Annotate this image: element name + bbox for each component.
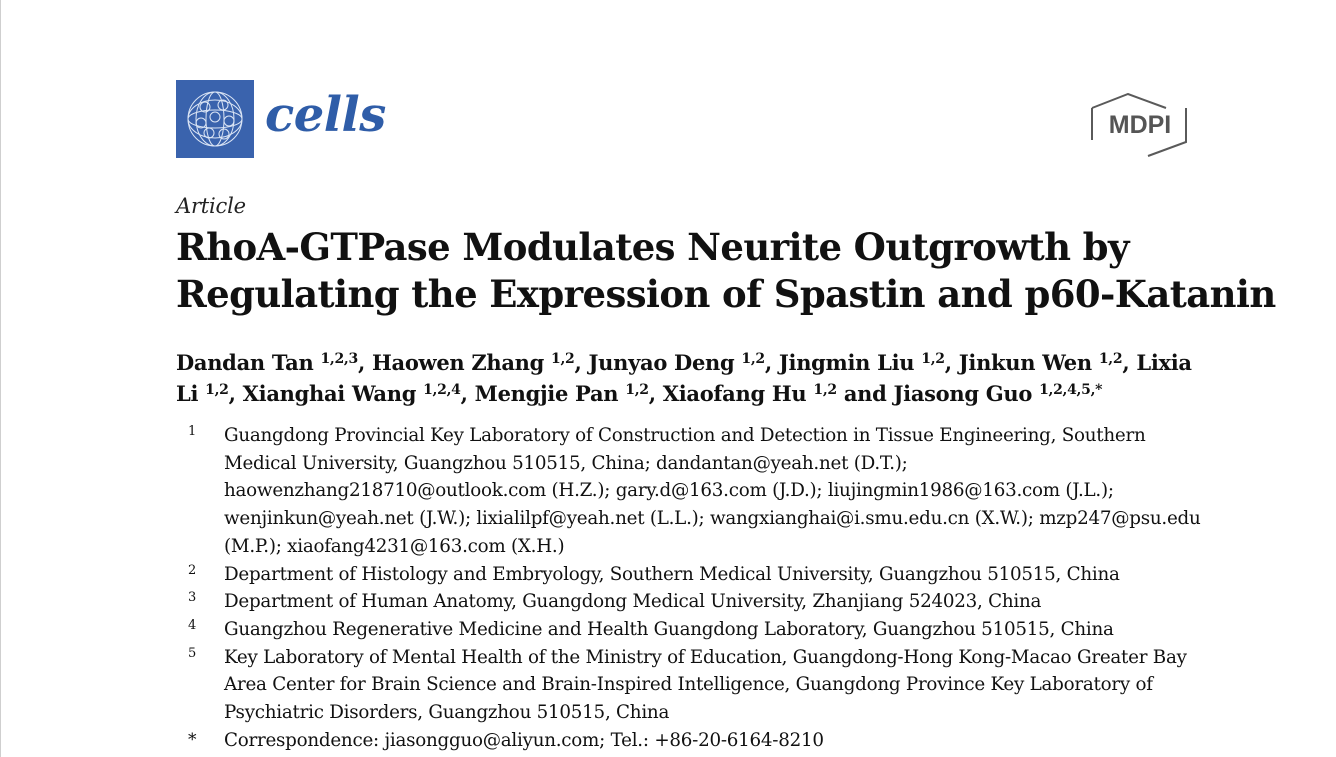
author-name[interactable]: Junyao Deng xyxy=(588,350,735,375)
journal-name: cells xyxy=(265,87,386,143)
page-edge xyxy=(0,0,1,757)
author-separator: and xyxy=(836,381,894,406)
affiliation-marker: 4 xyxy=(188,617,197,633)
author-name[interactable]: Mengjie Pan xyxy=(474,381,619,406)
affiliation-marker: * xyxy=(188,729,197,750)
author-affiliation-marker: 1,2 xyxy=(741,351,765,367)
author-list xyxy=(176,347,1246,409)
affiliation-marker: 1 xyxy=(188,424,197,439)
author-separator: , xyxy=(1122,350,1137,375)
author-separator: , xyxy=(357,350,372,375)
author-name[interactable]: Xiaofang Hu xyxy=(662,381,807,406)
author-separator: , xyxy=(944,350,959,375)
affiliation-item xyxy=(176,644,1216,727)
author-name[interactable]: Jiasong Guo xyxy=(893,381,1033,406)
author-separator: , xyxy=(764,350,779,375)
affiliation-marker: 3 xyxy=(188,590,197,606)
affiliation-text: Correspondence: jiasongguo@aliyun.com; Tel.: +86-20-6164-8210 xyxy=(224,729,824,751)
author-name[interactable]: Dandan Tan xyxy=(176,350,314,375)
author-affiliation-marker: 1,2,3 xyxy=(320,351,358,367)
author-affiliation-marker: 1,2,4 xyxy=(423,382,461,398)
article-title: RhoA-GTPase Modulates Neurite Outgrowth by Regulating the Expression of Spastin and p60-Katanin xyxy=(176,225,1276,316)
author-affiliation-marker: 1,2 xyxy=(205,382,229,398)
affiliation-item xyxy=(176,561,1216,589)
affiliation-item xyxy=(176,616,1216,644)
author-name[interactable]: Xianghai Wang xyxy=(242,381,417,406)
author-affiliation-marker: 1,2,4,5,* xyxy=(1039,382,1103,398)
author-name[interactable]: Lixia Li xyxy=(176,350,1192,406)
cell-sphere-icon xyxy=(176,80,254,158)
author-separator: , xyxy=(648,381,663,406)
affiliation-text: Department of Human Anatomy, Guangdong Medical University, Zhanjiang 524023, China xyxy=(224,591,1042,613)
affiliation-item xyxy=(176,422,1216,561)
affiliation-list xyxy=(176,422,1216,754)
author-affiliation-marker: 1,2 xyxy=(921,351,945,367)
author-separator: , xyxy=(460,381,475,406)
author-name[interactable]: Haowen Zhang xyxy=(371,350,545,375)
affiliation-text: Guangdong Provincial Key Laboratory of Construction and Detection in Tissue Engineering, Southern Medical University, Guangzhou 510515, China; dandantan@yeah.net (D.T.); haowenzhang218710@outlook.com (H.Z.); gary.d@163.com (J.D.); liujingmin1986@163.com (J.L.); wenjinkun@yeah.net (J.W.); lixialilpf@yeah.net (L.L.); wangxianghai@i.smu.edu.cn (X.W.); mzp247@psu.edu (M.P.); xiaofang4231@163.com (X.H.) xyxy=(224,425,1201,557)
article-type: Article xyxy=(176,194,246,218)
affiliation-text: Department of Histology and Embryology, Southern Medical University, Guangzhou 510515, China xyxy=(224,563,1120,585)
author-affiliation-marker: 1,2 xyxy=(551,351,575,367)
author-affiliation-marker: 1,2 xyxy=(1098,351,1123,367)
author-name[interactable]: Jingmin Liu xyxy=(778,350,915,375)
mdpi-hexagon-logo xyxy=(1090,93,1188,157)
journal-logo xyxy=(176,80,386,158)
author-affiliation-marker: 1,2 xyxy=(625,382,649,398)
correspondence xyxy=(176,727,1216,755)
affiliation-marker: 2 xyxy=(188,562,197,578)
author-separator: , xyxy=(574,350,589,375)
author-affiliation-marker: 1,2 xyxy=(813,382,837,398)
affiliation-marker: 5 xyxy=(188,645,197,661)
affiliation-item xyxy=(176,588,1216,616)
author-name[interactable]: Jinkun Wen xyxy=(958,350,1092,375)
affiliation-text: Guangzhou Regenerative Medicine and Health Guangdong Laboratory, Guangzhou 510515, China xyxy=(224,618,1114,640)
author-separator: , xyxy=(228,381,243,406)
affiliation-text: Key Laboratory of Mental Health of the Ministry of Education, Guangdong-Hong Kong-Macao Greater Bay Area Center for Brain Science and Brain-Inspired Intelligence, Guangdong Province Key Laboratory of Psychiatric Disorders, Guangzhou 510515, China xyxy=(224,646,1187,724)
publisher-name: MDPI xyxy=(1108,111,1172,139)
